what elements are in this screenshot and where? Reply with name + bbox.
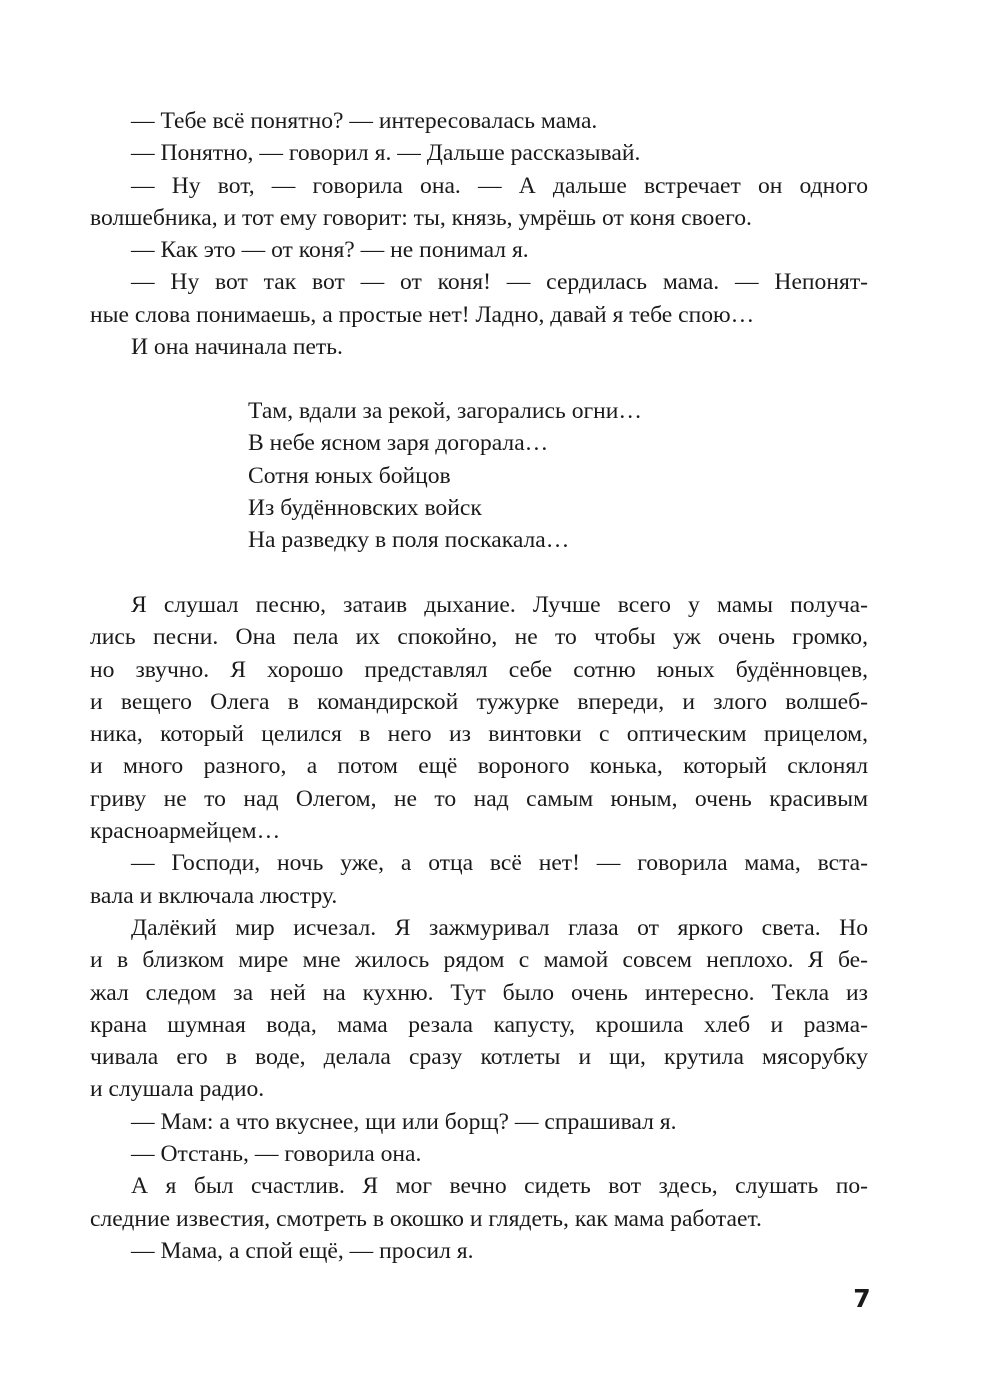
text-line: [90, 977, 868, 1009]
text-line-content: и много разного, а потом ещё вороного конька, который склонял: [90, 753, 868, 780]
text-line-content: — Ну вот так вот — от коня! — сердилась мама. — Непонят-: [131, 269, 868, 296]
text-line-content: Я слушал песню, затаив дыхание. Лучше всего у мамы получа-: [131, 592, 868, 618]
poem: [248, 395, 848, 556]
text-line: [90, 750, 868, 782]
text-line-content: и слушала радио.: [90, 1076, 265, 1103]
text-line-content: И она начинала петь.: [131, 334, 343, 361]
text-line: [90, 815, 868, 847]
poem-line: Из будённовских войск: [248, 494, 482, 521]
text-line: [131, 234, 868, 266]
text-line-content: Далёкий мир исчезал. Я зажмуривал глаза от яркого света. Но: [131, 914, 868, 941]
text-line: [131, 912, 868, 944]
text-line: [90, 718, 868, 750]
text-line-content: ника, который целился в него из винтовки с оптическим прицелом,: [90, 721, 868, 748]
text-line-content: гриву не то над Олегом, не то над самым юным, очень красивым: [90, 785, 868, 812]
text-line-content: ные слова понимаешь, а простые нет! Ладно, давай я тебе спою…: [90, 301, 755, 328]
text-line-content: следние известия, смотреть в окошко и глядеть, как мама работает.: [90, 1205, 762, 1232]
page-number: 7: [853, 1284, 871, 1313]
text-line: [131, 170, 868, 202]
paragraph: [131, 1235, 868, 1267]
paragraph: [131, 331, 868, 363]
text-line-content: — Как это — от коня? — не понимал я.: [131, 237, 529, 264]
text-line: [131, 589, 868, 621]
text-line: [90, 299, 868, 331]
text-line-content: лись песни. Она пела их спокойно, не то чтобы уж очень громко,: [90, 624, 868, 651]
poem-line: В небе ясном заря догорала…: [248, 430, 549, 457]
text-line: [90, 621, 868, 653]
text-line: [131, 1170, 868, 1202]
paragraph: [90, 847, 868, 912]
text-line-content: А я был счастлив. Я мог вечно сидеть вот здесь, слушать по-: [131, 1173, 868, 1200]
text-line: [90, 1041, 868, 1073]
paragraph: [131, 234, 868, 266]
paragraph: [90, 912, 868, 1106]
text-line: [131, 847, 868, 879]
text-line-content: — Ну вот, — говорила она. — А дальше встречает он одного: [131, 172, 868, 199]
paragraph: [90, 266, 868, 331]
text-block-top: [90, 105, 868, 363]
paragraph: [90, 170, 868, 235]
poem-line: На разведку в поля поскакала…: [248, 527, 570, 554]
text-line-content: и вещего Олега в командирской тужурке впереди, и злого волшеб-: [90, 688, 868, 715]
poem-line: Сотня юных бойцов: [248, 462, 451, 489]
text-line: [90, 783, 868, 815]
text-line-content: — Тебе всё понятно? — интересовалась мама.: [131, 108, 598, 134]
text-line-content: — Мама, а спой ещё, — просил я.: [131, 1237, 474, 1264]
paragraph: [131, 105, 868, 137]
text-line: [131, 1235, 868, 1267]
text-line: [90, 880, 868, 912]
text-line-content: волшебника, и тот ему говорит: ты, князь, умрёшь от коня своего.: [90, 204, 752, 231]
text-block-bottom: [90, 589, 868, 1267]
text-line-content: крана шумная вода, мама резала капусту, крошила хлеб и разма-: [90, 1011, 868, 1038]
paragraph: [131, 137, 868, 169]
text-line-content: красноармейцем…: [90, 818, 281, 845]
text-line-content: — Отстань, — говорила она.: [131, 1141, 422, 1168]
text-line: [90, 1009, 868, 1041]
text-line: [90, 1073, 868, 1105]
paragraph: [90, 589, 868, 847]
paragraph: [131, 1138, 868, 1170]
text-line: [131, 266, 868, 298]
text-line: [131, 1138, 868, 1170]
text-line: [90, 654, 868, 686]
poem-line: Там, вдали за рекой, загорались огни…: [248, 398, 643, 424]
text-line: [131, 105, 868, 137]
text-line: [90, 686, 868, 718]
paragraph: [90, 1170, 868, 1235]
text-line: [90, 944, 868, 976]
text-line: [90, 1203, 868, 1235]
text-line: [131, 331, 868, 363]
text-line: [131, 1106, 868, 1138]
text-line: [131, 137, 868, 169]
text-line-content: чивала его в воде, делала сразу котлеты и щи, крутила мясорубку: [90, 1044, 868, 1071]
text-line: [90, 202, 868, 234]
text-line-content: — Понятно, — говорил я. — Дальше рассказывай.: [131, 140, 641, 167]
text-line-content: — Господи, ночь уже, а отца всё нет! — говорила мама, вста-: [131, 850, 868, 877]
text-line-content: вала и включала люстру.: [90, 882, 338, 909]
text-line-content: и в близком мире мне жилось рядом с мамой совсем неплохо. Я бе-: [90, 947, 868, 974]
text-line-content: — Мам: а что вкуснее, щи или борщ? — спрашивал я.: [131, 1108, 677, 1135]
text-line-content: но звучно. Я хорошо представлял себе сотню юных будённовцев,: [90, 656, 868, 683]
paragraph: [131, 1106, 868, 1138]
text-line-content: жал следом за ней на кухню. Тут было очень интересно. Текла из: [90, 979, 868, 1006]
